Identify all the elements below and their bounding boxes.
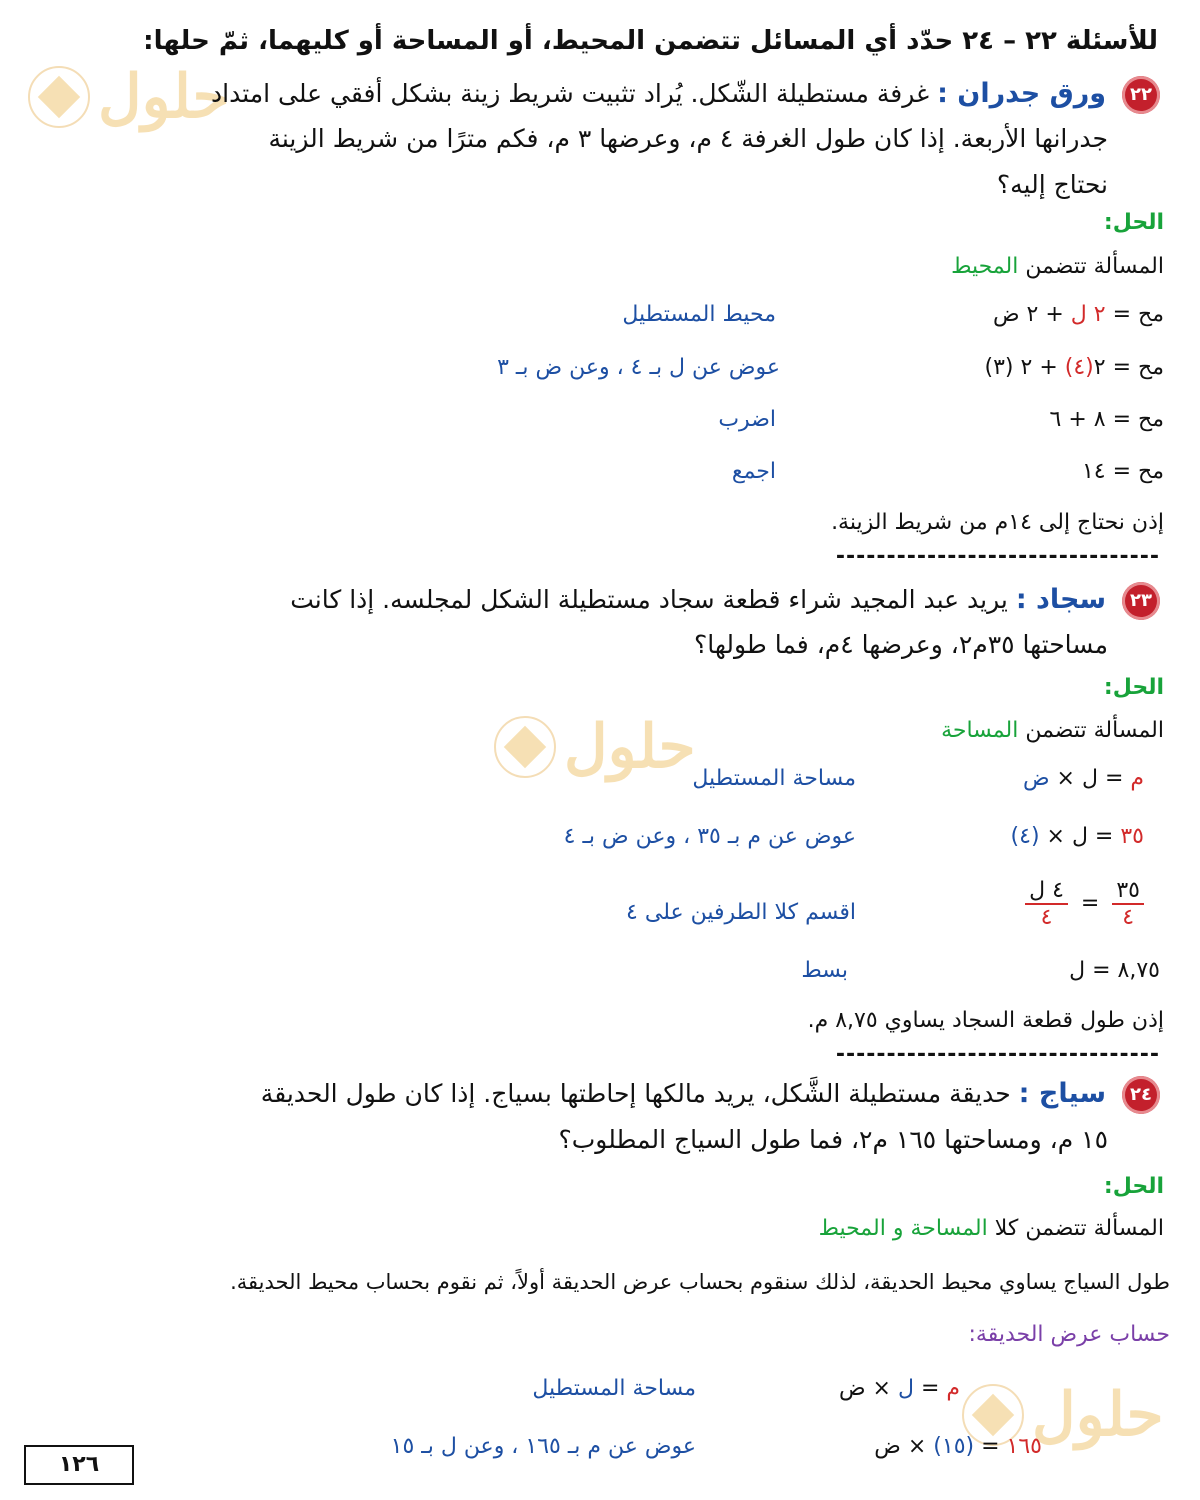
equation-step: مح = ٨ + ٦	[1049, 407, 1164, 432]
step-note: اضرب	[718, 407, 776, 432]
involves-statement: المسألة تتضمن المحيط	[951, 254, 1164, 279]
page-number: ١٢٦	[24, 1445, 134, 1485]
question-22-header	[211, 76, 1160, 114]
involves-statement: المسألة تتضمن كلا المساحة و المحيط	[818, 1216, 1164, 1241]
conclusion: إذن طول قطعة السجاد يساوي ٨,٧٥ م.	[807, 1008, 1164, 1033]
watermark-logo: حلول	[494, 712, 696, 782]
equation-fraction-step: $\frac{٣٥}{٤}$ = $\frac{\text{٤ ل}}{٤}$	[1019, 878, 1150, 930]
step-note: مساحة المستطيل	[692, 766, 856, 791]
step-note: اقسم كلا الطرفين على ٤	[626, 900, 856, 925]
question-title: سياج :	[1018, 1078, 1107, 1109]
fraction: $\frac{٣٥}{٤}$	[1112, 878, 1144, 930]
equation-step: مح = ٢ ل + ٢ ض	[992, 302, 1164, 327]
subsection-label: حساب عرض الحديقة:	[968, 1322, 1170, 1347]
involves-keyword: المساحة	[910, 1216, 988, 1241]
question-24-header	[261, 1076, 1160, 1114]
step-note: بسط	[801, 958, 848, 983]
equation-step: ٣٥ = ل × (٤)	[1010, 824, 1144, 849]
question-text: حديقة مستطيلة الشَّكل، يريد مالكها إحاطتها بسياج. إذا كان طول الحديقة	[260, 1079, 1011, 1108]
equation-step: ١٦٥ = (١٥) × ض	[874, 1434, 1042, 1459]
solution-label: الحل:	[1103, 675, 1164, 700]
question-text: مساحتها ٣٥م٢، وعرضها ٤م، فما طولها؟	[693, 630, 1108, 659]
step-note: مساحة المستطيل	[532, 1376, 696, 1401]
question-text: يريد عبد المجيد شراء قطعة سجاد مستطيلة الشكل لمجلسه. إذا كانت	[290, 585, 1008, 614]
watermark-icon	[28, 66, 90, 128]
question-number-badge: ٢٤	[1122, 1076, 1160, 1114]
question-number-badge: ٢٢	[1122, 76, 1160, 114]
divider: --------------------------------	[835, 544, 1160, 569]
solution-label: الحل:	[1103, 1174, 1164, 1199]
equation-step: مح = ١٤	[1081, 459, 1164, 484]
step-note: عوض عن م بـ ١٦٥ ، وعن ل بـ ١٥	[390, 1434, 696, 1459]
solution-label: الحل:	[1103, 210, 1164, 235]
explanation: طول السياج يساوي محيط الحديقة، لذلك سنقوم بحساب عرض الحديقة أولاً، ثم نقوم بحساب محيط الحديقة.	[230, 1270, 1170, 1294]
equation-step: مح = ٢(٤) + ٢ (٣)	[984, 355, 1164, 380]
question-text: جدرانها الأربعة. إذا كان طول الغرفة ٤ م، وعرضها ٣ م، فكم مترًا من شريط الزينة	[268, 124, 1108, 153]
question-text: ١٥ م، ومساحتها ١٦٥ م٢، فما طول السياج المطلوب؟	[558, 1125, 1108, 1154]
question-title: سجاد :	[1015, 584, 1107, 615]
step-note: محيط المستطيل	[622, 302, 776, 327]
watermark-logo: حلول	[28, 62, 230, 132]
involves-keyword: المساحة	[941, 718, 1019, 743]
involves-statement: المسألة تتضمن المساحة	[941, 718, 1164, 743]
watermark-logo: حلول	[962, 1380, 1164, 1450]
divider: --------------------------------	[835, 1042, 1160, 1067]
involves-keyword: المحيط	[951, 254, 1019, 279]
equation-step: ٨,٧٥ = ل	[1069, 958, 1160, 983]
step-note: عوض عن ل بـ ٤ ، وعن ض بـ ٣	[497, 355, 780, 380]
question-23-header	[290, 582, 1160, 620]
question-title: ورق جدران :	[937, 78, 1107, 109]
watermark-icon	[494, 716, 556, 778]
equation-step: م = ل × ض	[1022, 766, 1144, 791]
conclusion: إذن نحتاج إلى ١٤م من شريط الزينة.	[831, 510, 1164, 535]
question-text: غرفة مستطيلة الشّكل. يُراد تثبيت شريط زينة بشكل أفقي على امتداد	[211, 79, 930, 108]
step-note: عوض عن م بـ ٣٥ ، وعن ض بـ ٤	[563, 824, 856, 849]
equation-step: م = ل × ض	[838, 1376, 960, 1401]
question-number-badge: ٢٣	[1122, 582, 1160, 620]
fraction: $\frac{\text{٤ ل}}{٤}$	[1025, 878, 1068, 930]
step-note: اجمع	[731, 459, 776, 484]
section-instructions: للأسئلة ٢٢ – ٢٤ حدّد أي المسائل تتضمن المحيط، أو المساحة أو كليهما، ثمّ حلها:	[143, 26, 1158, 56]
involves-keyword: المحيط	[818, 1216, 886, 1241]
question-text: نحتاج إليه؟	[996, 170, 1108, 199]
